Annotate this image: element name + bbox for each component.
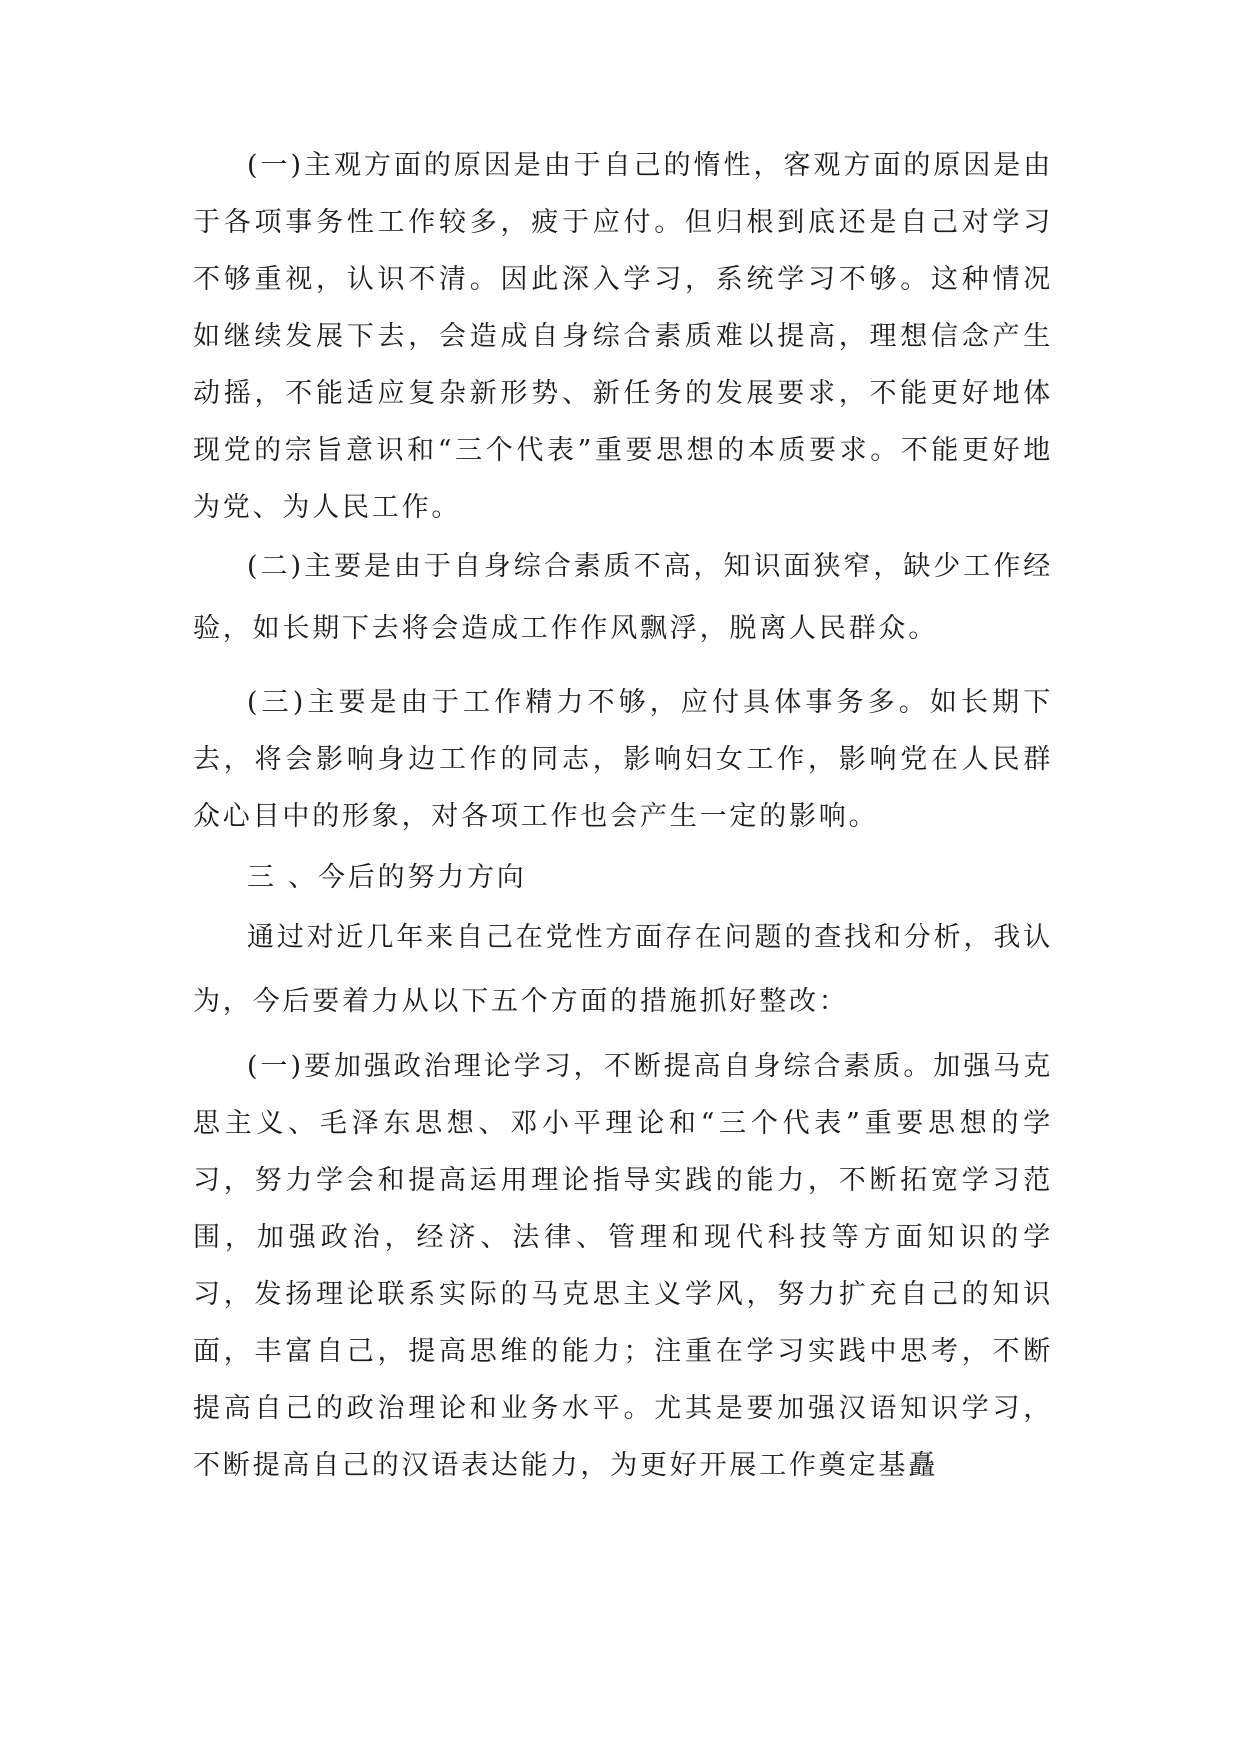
section-heading-future-direction: 三 、今后的努力方向 <box>247 862 527 893</box>
document-body <box>193 137 1053 1494</box>
paragraph-intro-measures: 通过对近几年来自己在党性方面存在问题的查找和分析，我认为，今后要着力从以下五个方面的措施抓好整改： <box>193 922 1053 1017</box>
paragraph-cause-three: (三)主要是由于工作精力不够，应付具体事务多。如长期下去，将会影响身边工作的同志，影响妇女工作，影响党在人民群众心目中的形象，对各项工作也会产生一定的影响。 <box>193 687 1053 832</box>
paragraph-cause-two: (二)主要是由于自身综合素质不高，知识面狭窄，缺少工作经验，如长期下去将会造成工作作风飘浮，脱离人民群众。 <box>193 551 1053 644</box>
paragraph-subjective-objective-causes: (一)主观方面的原因是由于自己的惰性，客观方面的原因是由于各项事务性工作较多，疲于应付。但归根到底还是自己对学习不够重视，认识不清。因此深入学习，系统学习不够。这种情况如继续发展下去，会造成自身综合素质难以提高，理想信念产生动摇，不能适应复杂新形势、新任务的发展要求，不能更好地体现党的宗旨意识和“三个代表”重要思想的本质要求。不能更好地为党、为人民工作。 <box>193 150 1053 523</box>
paragraph-measure-one: (一)要加强政治理论学习，不断提高自身综合素质。加强马克思主义、毛泽东思想、邓小平理论和“三个代表”重要思想的学习，努力学会和提高运用理论指导实践的能力，不断拓宽学习范围，加强政治，经济、法律、管理和现代科技等方面知识的学习，发扬理论联系实际的马克思主义学风，努力扩充自己的知识面，丰富自己，提高思维的能力；注重在学习实践中思考，不断提高自己的政治理论和业务水平。尤其是要加强汉语知识学习，不断提高自己的汉语表达能力，为更好开展工作奠定基矗 <box>193 1051 1053 1481</box>
